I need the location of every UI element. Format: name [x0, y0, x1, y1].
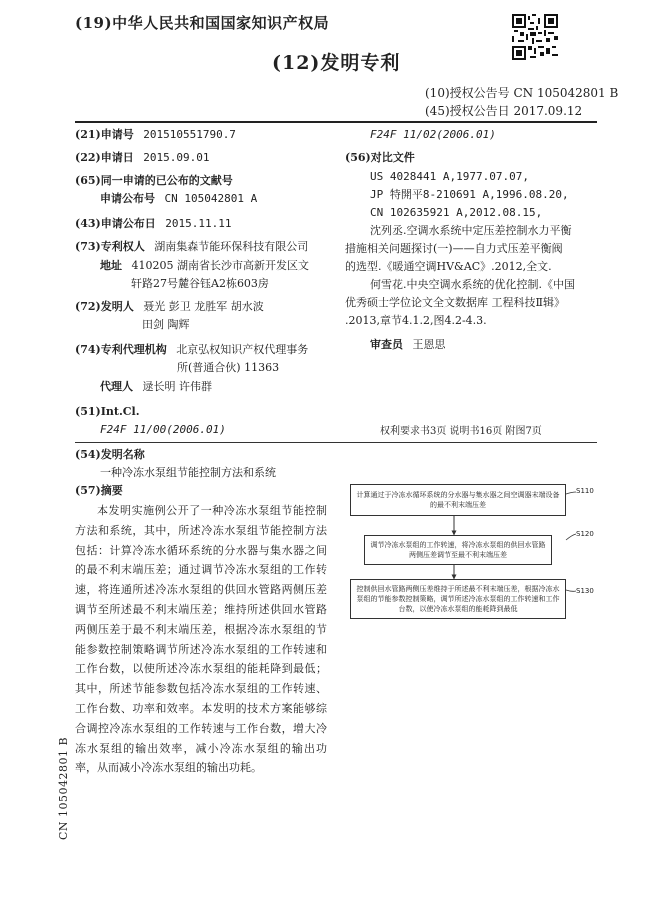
agency-row-continued: 所(普通合伙) 11363 [177, 361, 280, 374]
label-leader [566, 590, 576, 591]
step-text: 调节冷冻水泵组的工作转速，将冷冻水泵组的供回水管路两侧压差调节至最不利末端压差 [370, 541, 546, 559]
field-label: (74)专利代理机构 [75, 343, 167, 356]
reference-item: 沈列丞.空调水系统中定压差控制水力平衡 [370, 224, 572, 237]
field-value: 2015.11.11 [165, 217, 232, 230]
abstract-label: (57)摘要 [75, 484, 123, 497]
field-label: 地址 [100, 259, 122, 272]
section-divider [75, 442, 597, 443]
application-number-row [75, 126, 236, 144]
flowchart-step-s120 [364, 535, 552, 565]
ipc-classification-2: F24F 11/02(2006.01) [370, 128, 496, 141]
title-label: (54)发明名称 [75, 448, 145, 461]
inventors-row [75, 298, 264, 316]
inventors-row-continued: 田剑 陶辉 [142, 318, 190, 331]
application-date-row [75, 149, 209, 167]
address-row [100, 257, 309, 275]
reference-item: 何雪花.中央空调水系统的优化控制.《中国 [370, 278, 575, 291]
field-value: CN 105042801 A [164, 192, 258, 205]
agent-row [100, 378, 212, 396]
document-type: (12)发明专利 [272, 52, 401, 74]
reference-item: US 4028441 A,1977.07.07, [370, 170, 529, 183]
step-label: S130 [576, 587, 594, 595]
flowchart-step-s110 [350, 484, 566, 516]
qr-code [512, 14, 558, 60]
field-value: 湖南集森节能环保科技有限公司 [154, 240, 309, 253]
step-text: 计算通过于冷冻水循环系统的分水器与集水器之间空调器末端设备的最不利末端压差 [356, 491, 560, 509]
page-counts: 权利要求书3页 说明书16页 附图7页 [380, 426, 542, 437]
label-leader [566, 492, 576, 494]
cited-references-label: (56)对比文件 [345, 151, 415, 164]
publication-date-row [75, 215, 231, 233]
label-leader [566, 534, 576, 540]
invention-title: 一种冷冻水泵组节能控制方法和系统 [100, 466, 276, 479]
issuing-office: (19)中华人民共和国国家知识产权局 [75, 14, 330, 32]
abstract-text: 本发明实施例公开了一种冷冻水泵组节能控制方法和系统，其中，所述冷冻水泵组节能控制方法包括：计算冷冻水循环系统的分水器与集水器之间的最不利末端压差；通过调节冷冻水泵组的工作转速，将连通所述冷冻水泵组的供回水管路两侧压差调节至所述最不利末端压差；维持所述供回水管路两侧压差于最不利末端压差，根据冷冻水泵组的节能参数控制策略调节所述冷冻水泵组的工作转速和工作台数，以使所述冷冻水泵组的能耗降到最低；其中，所述节能参数包括冷冻水泵组的工作转速、工作台数、功率和效率。本发明的技术方案能够综合调控冷冻水泵组的工作转速与工作台数，增大冷冻水泵组的输出效率，减小冷冻水泵组的输出功率，从而减小冷冻水泵组的输出功耗。 [75, 504, 327, 775]
field-value: 王恩思 [412, 338, 446, 351]
reference-item: JP 特開平8-210691 A,1996.08.20, [370, 188, 569, 201]
reference-item: CN 102635921 A,2012.08.15, [370, 206, 543, 219]
grant-date: (45)授权公告日 2017.09.12 [425, 104, 583, 118]
field-label: (73)专利权人 [75, 240, 145, 253]
field-label: (72)发明人 [75, 300, 134, 313]
int-cl-label: (51)Int.Cl. [75, 405, 140, 418]
field-value: 410205 湖南省长沙市高新开发区文 [131, 259, 309, 272]
header-divider [75, 121, 597, 123]
field-label: (43)申请公布日 [75, 217, 156, 230]
reference-item: 的选型.《暖通空调HV&AC》.2012,全文. [345, 260, 552, 273]
field-label: 代理人 [100, 380, 133, 393]
flowchart-step-s130 [350, 579, 566, 619]
step-label: S120 [576, 530, 594, 538]
field-value: 北京弘权知识产权代理事务 [176, 343, 309, 356]
grant-number: (10)授权公告号 CN 105042801 B [425, 86, 619, 100]
reference-item: .2013,章节4.1.2,图4.2-4.3. [345, 314, 487, 327]
field-value: 聂光 彭卫 龙胜军 胡水波 [143, 300, 264, 313]
agency-row [75, 341, 308, 359]
ipc-classification-1: F24F 11/00(2006.01) [100, 423, 226, 436]
reference-item: 优秀硕士学位论文全文数据库 工程科技Ⅱ辑》 [345, 296, 565, 309]
field-value: 逯长明 许伟群 [142, 380, 212, 393]
same-application-publication-label: (65)同一申请的已公布的文献号 [75, 174, 233, 187]
field-label: 申请公布号 [100, 192, 155, 205]
patentee-row [75, 238, 308, 256]
publication-number-row [100, 190, 257, 208]
side-patent-number: CN 105042801 B [57, 736, 70, 840]
field-value: 2015.09.01 [143, 151, 210, 164]
field-label: (22)申请日 [75, 151, 134, 164]
field-label: (21)申请号 [75, 128, 134, 141]
reference-item: 措施相关问题探讨(一)——自力式压差平衡阀 [345, 242, 563, 255]
examiner-row [370, 336, 446, 354]
field-value: 201510551790.7 [143, 128, 236, 141]
field-label: 审查员 [370, 338, 403, 351]
step-text: 控制供回水管路两侧压差维持于所述最不利末端压差，根据冷冻水泵组的节能参数控制策略，调节所述冷冻水泵组的工作转速和工作台数，以使冷冻水泵组的能耗降到最低 [356, 585, 560, 613]
address-row-continued: 轩路27号麓谷钰A2栋603房 [131, 277, 269, 290]
step-label: S110 [576, 487, 594, 495]
